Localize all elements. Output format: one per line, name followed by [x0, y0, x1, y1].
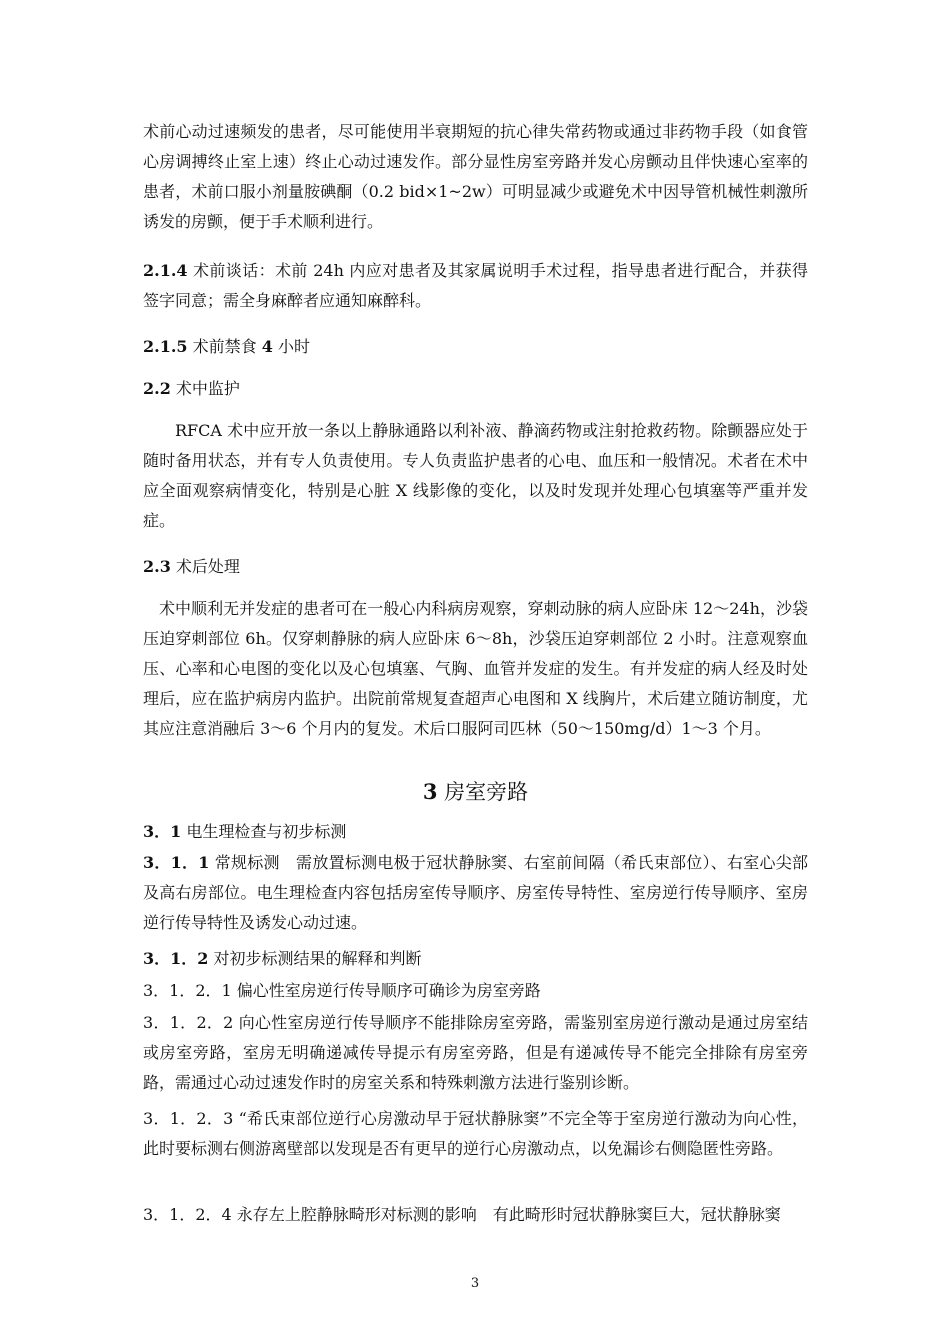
chapter-title: 房室旁路 [437, 780, 529, 804]
section-title: 术中监护 [170, 379, 240, 398]
section-number: 2.3 [143, 557, 171, 576]
section-emphasis: 4 [261, 337, 273, 356]
section-number: 3．1 [143, 822, 182, 841]
section-2-1-4 [143, 256, 808, 316]
section-3-1-1 [143, 848, 808, 938]
section-text: 术前禁食 [187, 337, 262, 356]
section-text: 对初步标测结果的解释和判断 [208, 949, 422, 968]
paragraph-2-2: RFCA 术中应开放一条以上静脉通路以利补液、静滴药物或注射抢救药物。除颤器应处于随时备用状态，并有专人负责使用。专人负责监护患者的心电、血压和一般情况。术者在术中应全面观察病情变化，特别是心脏 X 线影像的变化，以及时发现并处理心包填塞等严重并发症。 [143, 421, 808, 530]
section-text-end: 小时 [272, 337, 310, 356]
section-2-1-5 [143, 332, 808, 362]
section-number: 2.1.5 [143, 337, 188, 356]
section-3-1-2-4: 3．1．2．4 永存左上腔静脉畸形对标测的影响 有此畸形时冠状静脉窦巨大，冠状静脉窦 [143, 1205, 781, 1224]
section-heading-2-2 [143, 374, 808, 404]
chapter-number: 3 [422, 779, 438, 804]
section-number: 3．1．2 [143, 949, 209, 968]
section-3-1-2 [143, 944, 808, 974]
section-number: 2.1.4 [143, 261, 188, 280]
paragraph-2-3: 术中顺利无并发症的患者可在一般心内科病房观察，穿刺动脉的病人应卧床 12～24h，沙袋压迫穿刺部位 6h。仅穿刺静脉的病人应卧床 6～8h，沙袋压迫穿刺部位 2 小时。注意观察血压、心率和心电图的变化以及心包填塞、气胸、血管并发症的发生。有并发症的病人经及时处理后，应在监护病房内监护。出院前常规复查超声心电图和 X 线胸片，术后建立随访制度，尤其应注意消融后 3～6 个月内的复发。术后口服阿司匹林（50～150mg/d）1～3 个月。 [143, 599, 808, 738]
section-3-1-2-1: 3．1．2．1 偏心性室房逆行传导顺序可确诊为房室旁路 [143, 981, 541, 1000]
section-number: 2.2 [143, 379, 171, 398]
section-title: 电生理检查与初步标测 [181, 822, 347, 841]
section-3-1-2-2: 3．1．2．2 向心性室房逆行传导顺序不能排除房室旁路，需鉴别室房逆行激动是通过房室结或房室旁路，室房无明确递减传导提示有房室旁路，但是有递减传导不能完全排除有房室旁路，需通过心动过速发作时的房室关系和特殊刺激方法进行鉴别诊断。 [143, 1013, 808, 1092]
intro-paragraph: 术前心动过速频发的患者，尽可能使用半衰期短的抗心律失常药物或通过非药物手段（如食管心房调搏终止室上速）终止心动过速发作。部分显性房室旁路并发心房颤动且伴快速心室率的患者，术前口服小剂量胺碘酮（0.2 bid×1~2w）可明显减少或避免术中因导管机械性刺激所诱发的房颤，便于手术顺利进行。 [143, 122, 808, 231]
section-number: 3．1．1 [143, 853, 210, 872]
page-number: 3 [470, 1276, 480, 1291]
section-text: 术前谈话：术前 24h 内应对患者及其家属说明手术过程，指导患者进行配合，并获得签字同意；需全身麻醉者应通知麻醉科。 [143, 261, 808, 310]
section-heading-2-3 [143, 552, 808, 582]
section-title: 术后处理 [170, 557, 240, 576]
section-text: 常规标测 需放置标测电极于冠状静脉窦、右室前间隔（希氏束部位）、右室心尖部及高右房部位。电生理检查内容包括房室传导顺序、房室传导特性、室房逆行传导顺序、室房逆行传导特性及诱发心动过速。 [143, 853, 809, 932]
chapter-heading [143, 777, 808, 807]
section-heading-3-1 [143, 817, 808, 847]
section-3-1-2-3: 3．1．2．3 “希氏束部位逆行心房激动早于冠状静脉窦”不完全等于室房逆行激动为向心性，此时要标测右侧游离壁部以发现是否有更早的逆行心房激动点，以免漏诊右侧隐匿性旁路。 [143, 1109, 808, 1158]
